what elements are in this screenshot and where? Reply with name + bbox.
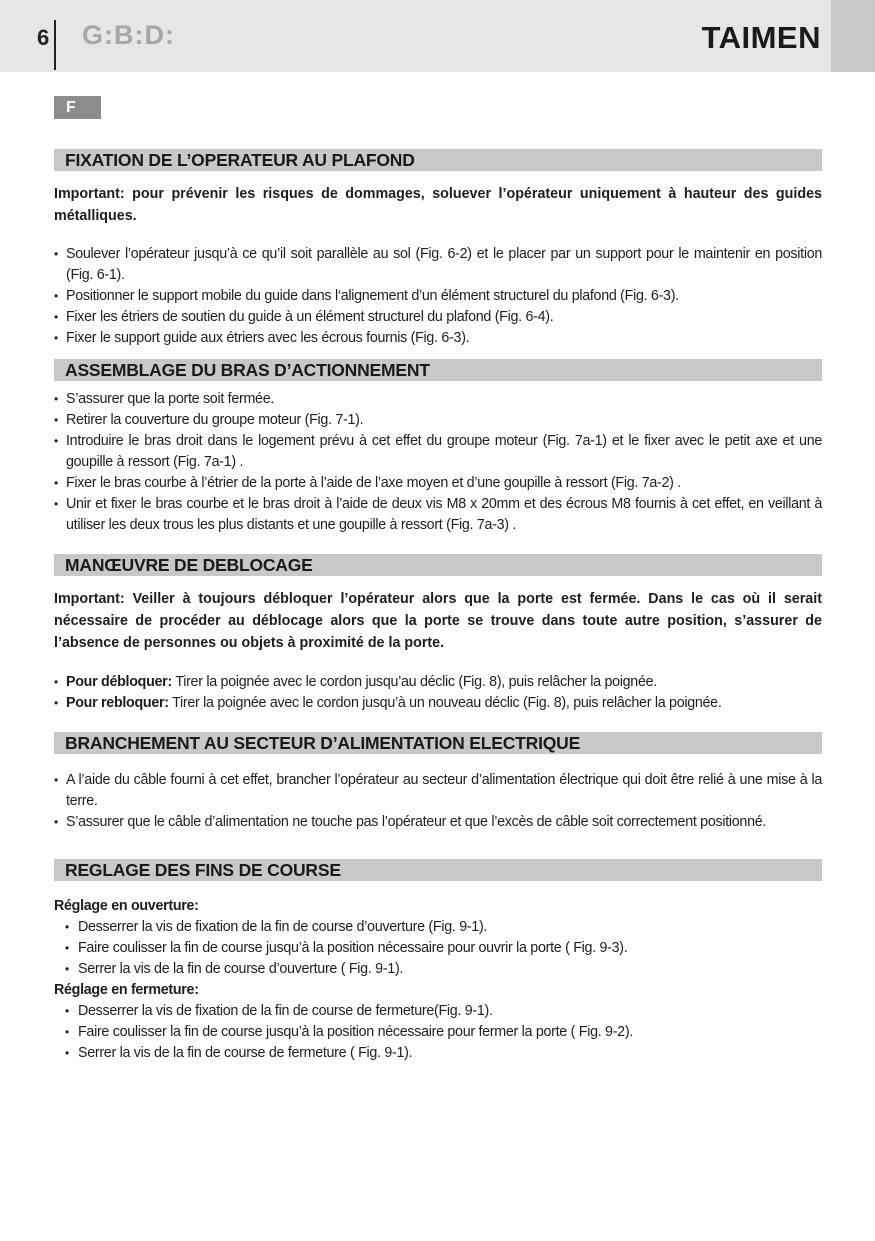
header-side-tab: [831, 0, 875, 72]
section-heading-release: MANŒUVRE DE DEBLOCAGE: [54, 554, 822, 576]
list-item: • Faire coulisser la fin de course jusqu’à la position nécessaire pour fermer la porte ( Fig. 9-2).: [54, 1022, 822, 1043]
list-item: • Soulever l’opérateur jusqu’à ce qu’il soit parallèle au sol (Fig. 6-2) et le placer par un support pour le maintenir en position (Fig. 6-1).: [54, 244, 822, 286]
product-title: TAIMEN: [701, 20, 821, 55]
list-item: • Faire coulisser la fin de course jusqu’à la position nécessaire pour ouvrir la porte ( Fig. 9-3).: [54, 938, 822, 959]
list-item: • Fixer le support guide aux étriers avec les écrous fournis (Fig. 6-3).: [54, 328, 822, 349]
list-item: • Serrer la vis de la fin de course de fermeture ( Fig. 9-1).: [54, 1043, 822, 1064]
manual-content: [54, 149, 822, 1064]
list-item: • Introduire le bras droit dans le logement prévu à cet effet du groupe moteur (Fig. 7a-1) et le fixer avec le petit axe et une goupille à ressort (Fig. 7a-1) .: [54, 431, 822, 473]
list-item: • Retirer la couverture du groupe moteur (Fig. 7-1).: [54, 410, 822, 431]
list-item: • Positionner le support mobile du guide dans l‘alignement d’un élément structurel du plafond (Fig. 6-3).: [54, 286, 822, 307]
list-closing-steps: [54, 1001, 822, 1064]
list-item: • Serrer la vis de la fin de course d’ouverture ( Fig. 9-1).: [54, 959, 822, 980]
brand-logo: G:B:D:: [82, 20, 175, 50]
list-opening-steps: [54, 917, 822, 980]
language-badge: F: [54, 96, 101, 119]
page-number: 6: [37, 25, 50, 50]
relock-label: Pour rebloquer:: [66, 695, 169, 711]
closing-subheading: Réglage en fermeture:: [54, 982, 199, 998]
list-item: • Fixer les étriers de soutien du guide à un élément structurel du plafond (Fig. 6-4).: [54, 307, 822, 328]
list-ceiling-steps: [54, 244, 822, 349]
section-heading-arm: ASSEMBLAGE DU BRAS D’ACTIONNEMENT: [54, 359, 822, 381]
section-heading-ceiling: FIXATION DE L’OPERATEUR AU PLAFOND: [54, 149, 822, 171]
header-divider: [54, 20, 56, 70]
list-item: • Desserrer la vis de fixation de la fin de course de fermeture(Fig. 9-1).: [54, 1001, 822, 1022]
list-arm-steps: [54, 389, 822, 536]
list-item: • Unir et fixer le bras courbe et le bras droit à l’aide de deux vis M8 x 20mm et des écrous M8 fournis à cet effet, en veillant à utiliser les deux trous les plus distants et une goupille à ressort (Fig. 7a-3) .: [54, 494, 822, 536]
list-power-steps: [54, 770, 822, 833]
list-item: • S’assurer que la porte soit fermée.: [54, 389, 822, 410]
list-item-unlock: [54, 672, 822, 693]
unlock-text: Tirer la poignée avec le cordon jusqu’au déclic (Fig. 8), puis relâcher la poignée.: [171, 674, 657, 690]
opening-subheading: Réglage en ouverture:: [54, 898, 199, 914]
list-item: • Fixer le bras courbe à l’étrier de la porte à l’aide de l’axe moyen et d’une goupille à ressort (Fig. 7a-2) .: [54, 473, 822, 494]
relock-text: Tirer la poignée avec le cordon jusqu’à un nouveau déclic (Fig. 8), puis relâcher la poignée.: [168, 695, 722, 711]
list-item-relock: [54, 693, 822, 714]
page-header: [0, 0, 875, 72]
list-release-steps: [54, 672, 822, 714]
list-item: • S’assurer que le câble d’alimentation ne touche pas l’opérateur et que l’excès de câble soit correctement positionné.: [54, 812, 822, 833]
list-item: • A l’aide du câble fourni à cet effet, brancher l’opérateur au secteur d’alimentation électrique qui doit être relié à une mise à la terre.: [54, 770, 822, 812]
important-note-ceiling: Important: pour prévenir les risques de dommages, soluever l’opérateur uniquement à hauteur des guides métalliques.: [54, 186, 822, 224]
unlock-label: Pour débloquer:: [66, 674, 172, 690]
important-note-release: Important: Veiller à toujours débloquer l’opérateur alors que la porte est fermée. Dans le cas où il serait nécessaire de procéder au déblocage alors que la porte se trouve dans toute autre position, s’assurer de l’absence de personnes ou objets à proximité de la porte.: [54, 591, 822, 651]
section-heading-power: BRANCHEMENT AU SECTEUR D’ALIMENTATION ELECTRIQUE: [54, 732, 822, 754]
list-item: • Desserrer la vis de fixation de la fin de course d’ouverture (Fig. 9-1).: [54, 917, 822, 938]
section-heading-limits: REGLAGE DES FINS DE COURSE: [54, 859, 822, 881]
